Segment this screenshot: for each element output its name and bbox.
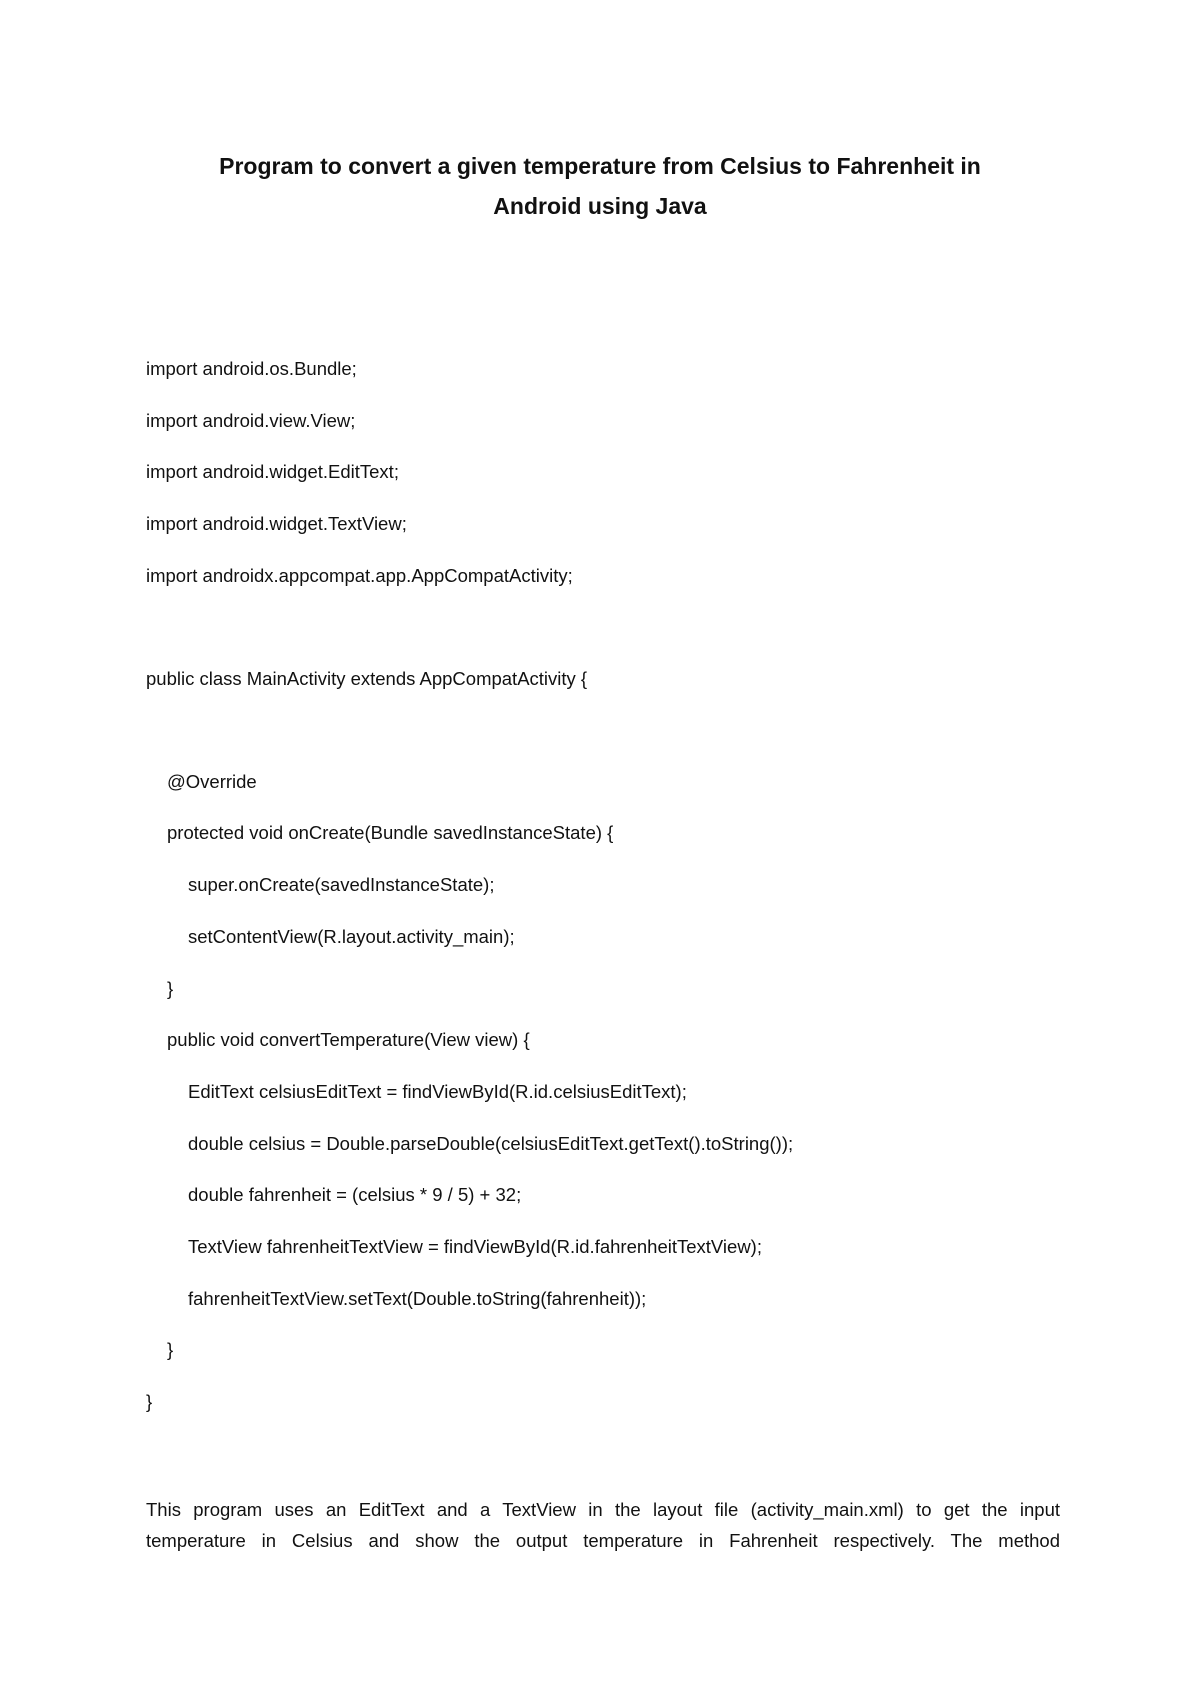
- code-line: import android.widget.EditText;: [146, 461, 399, 482]
- paragraph-line-1: This program uses an EditText and a TextView in the layout file (activity_main.xml) to get the input: [146, 1499, 1060, 1520]
- code-line: fahrenheitTextView.setText(Double.toString(fahrenheit));: [188, 1288, 647, 1309]
- code-line: @Override: [167, 771, 257, 792]
- paragraph-line-2: temperature in Celsius and show the output temperature in Fahrenheit respectively. The method: [146, 1530, 1060, 1551]
- code-line: TextView fahrenheitTextView = findViewById(R.id.fahrenheitTextView);: [188, 1236, 762, 1257]
- title-line-1: Program to convert a given temperature from Celsius to Fahrenheit in: [219, 153, 981, 179]
- code-line: import android.view.View;: [146, 410, 356, 431]
- code-line: public class MainActivity extends AppCompatActivity {: [146, 668, 588, 689]
- title-line-2: Android using Java: [493, 193, 707, 219]
- code-line: import androidx.appcompat.app.AppCompatActivity;: [146, 565, 573, 586]
- code-line: public void convertTemperature(View view) {: [167, 1029, 530, 1050]
- document-title: [120, 146, 1080, 226]
- code-line: double celsius = Double.parseDouble(celsiusEditText.getText().toString());: [188, 1133, 794, 1154]
- code-line: setContentView(R.layout.activity_main);: [188, 926, 515, 947]
- code-line: double fahrenheit = (celsius * 9 / 5) + 32;: [188, 1184, 522, 1205]
- code-line: EditText celsiusEditText = findViewById(R.id.celsiusEditText);: [188, 1081, 687, 1102]
- code-line: import android.widget.TextView;: [146, 513, 407, 534]
- code-line: }: [146, 1391, 153, 1412]
- code-line: super.onCreate(savedInstanceState);: [188, 874, 495, 895]
- code-line: }: [167, 1339, 174, 1360]
- code-line: import android.os.Bundle;: [146, 358, 357, 379]
- code-line: protected void onCreate(Bundle savedInstanceState) {: [167, 822, 614, 843]
- code-line: }: [167, 978, 174, 999]
- description-paragraph: [146, 1494, 1060, 1556]
